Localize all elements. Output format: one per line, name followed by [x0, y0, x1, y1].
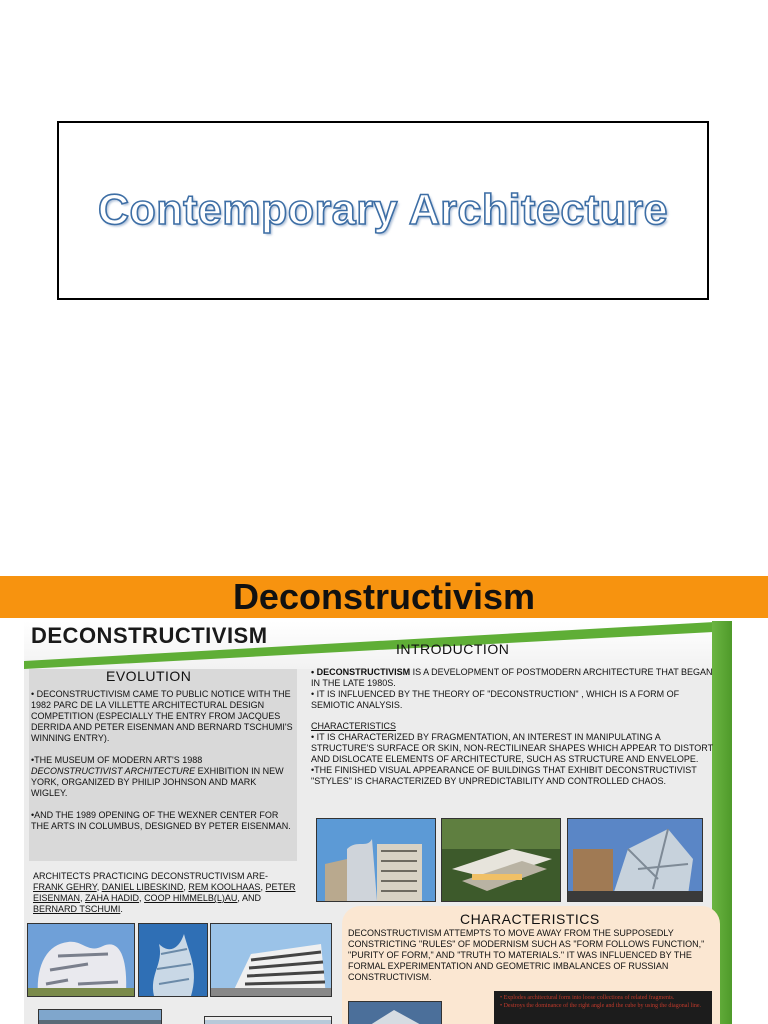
evolution-p2 — [31, 755, 295, 799]
architect-name: FRANK GEHRY — [33, 882, 97, 892]
introduction-p1-bold: • DECONSTRUCTIVISM — [311, 667, 411, 677]
dark-box-text — [494, 991, 712, 1013]
building-photo-2 — [138, 923, 208, 997]
evolution-p2-rest: EXHIBITION IN NEW YORK, ORGANIZED BY PHILIP JOHNSON AND MARK WIGLEY. — [31, 766, 284, 798]
architects-and: AND — [241, 893, 261, 903]
characteristics-heading: CHARACTERISTICS — [460, 911, 600, 927]
dark-box-line-2: • Destroys the dominance of the right angle and the cube by using the diagonal line. — [500, 1003, 702, 1009]
architect-name: BERNARD TSCHUMI — [33, 904, 121, 914]
evolution-p3: •AND THE 1989 OPENING OF THE WEXNER CENTER FOR THE ARTS IN COLUMBUS, DESIGNED BY PETER EISENMAN. — [31, 810, 291, 831]
introduction-p1 — [311, 667, 716, 689]
architect-name: DANIEL LIBESKIND — [101, 882, 184, 892]
architect-name: COOP HIMMELB(L)AU — [144, 893, 238, 903]
characteristics-label: CHARACTERISTICS — [311, 721, 397, 731]
dark-box-line-1: • Explodes architectural form into loose collections of related fragments. — [500, 995, 675, 1001]
introduction-p2: • IT IS INFLUENCED BY THE THEORY OF "DECONSTRUCTION" , WHICH IS A FORM OF SEMIOTIC ANALYSIS. — [311, 689, 680, 710]
architect-name: REM KOOLHAAS — [188, 882, 261, 892]
building-photo-3 — [210, 923, 332, 997]
building-photo-6 — [348, 1001, 442, 1024]
building-photo-5 — [204, 1016, 332, 1024]
architects-intro: ARCHITECTS PRACTICING DECONSTRUCTIVISM ARE- — [33, 871, 269, 881]
deconstructivism-poster — [24, 621, 732, 1024]
evolution-p2-lead: •THE MUSEUM OF MODERN ART'S 1988 — [31, 755, 203, 765]
evolution-p1: • DECONSTRUCTIVISM CAME TO PUBLIC NOTICE WITH THE 1982 PARC DE LA VILLETTE ARCHITECTURAL DESIGN COMPETITION (ESPECIALLY THE ENTRY FROM JACQUES DERRIDA AND PETER EISENMAN AND BERNARD TSCHUMI'S WINNING ENTRY). — [31, 689, 293, 743]
evolution-text — [31, 689, 295, 832]
architects-list: ARCHITECTS PRACTICING DECONSTRUCTIVISM ARE- FRANK GEHRY, DANIEL LIBESKIND, REM KOOLHAAS, PETER EISENMAN, ZAHA HADID, COOP HIMMELB(L)AU, AND BERNARD TSCHUMI. — [33, 871, 296, 914]
building-photo-1 — [27, 923, 135, 997]
title-slide-box — [57, 121, 709, 300]
deconstructivism-banner — [0, 576, 768, 618]
architect-name: PETER EISENMAN — [33, 882, 296, 903]
introduction-c1: • IT IS CHARACTERIZED BY FRAGMENTATION, AN INTEREST IN MANIPULATING A STRUCTURE'S SURFACE OR SKIN, NON-RECTILINEAR SHAPES WHICH APPEAR TO DISTORT AND DISLOCATE ELEMENTS OF ARCHITECTURE, SUCH AS STRUCTURE AND ENVELOPE. — [311, 732, 713, 764]
evolution-p2-italic: DECONSTRUCTIVIST ARCHITECTURE — [31, 766, 196, 776]
dancing-house-photo — [316, 818, 436, 902]
architects-end: . — [120, 904, 123, 914]
slide-title: Contemporary Architecture — [97, 186, 669, 234]
introduction-c2: •THE FINISHED VISUAL APPEARANCE OF BUILDINGS THAT EXHIBIT DECONSTRUCTIVIST "STYLES" IS CHARACTERIZED BY UNPREDICTABILITY AND CONTROLLED CHAOS. — [311, 765, 697, 786]
modern-house-photo — [441, 818, 561, 902]
characteristics-text: DECONSTRUCTIVISM ATTEMPTS TO MOVE AWAY FROM THE SUPPOSEDLY CONSTRICTING "RULES" OF MODERNISM SUCH AS "FORM FOLLOWS FUNCTION," "PURITY OF FORM," AND "TRUTH TO MATERIALS." IT WAS INFLUENCED BY THE FORMAL EXPERIMENTATION AND GEOMETRIC IMBALANCES OF RUSSIAN CONSTRUCTIVISM. — [348, 928, 705, 982]
evolution-heading: EVOLUTION — [106, 668, 192, 684]
building-photo-4 — [38, 1009, 162, 1024]
introduction-p1-rest: IS A DEVELOPMENT OF POSTMODERN ARCHITECTURE THAT BEGAN IN THE LATE 1980S. — [311, 667, 713, 688]
introduction-text — [311, 667, 716, 787]
banner-title: Deconstructivism — [232, 576, 536, 617]
poster-title: DECONSTRUCTIVISM — [31, 623, 268, 648]
royal-ontario-museum-photo — [567, 818, 703, 902]
introduction-heading: INTRODUCTION — [396, 641, 510, 657]
characteristics-dark-box — [494, 991, 712, 1024]
architect-name: ZAHA HADID — [85, 893, 140, 903]
